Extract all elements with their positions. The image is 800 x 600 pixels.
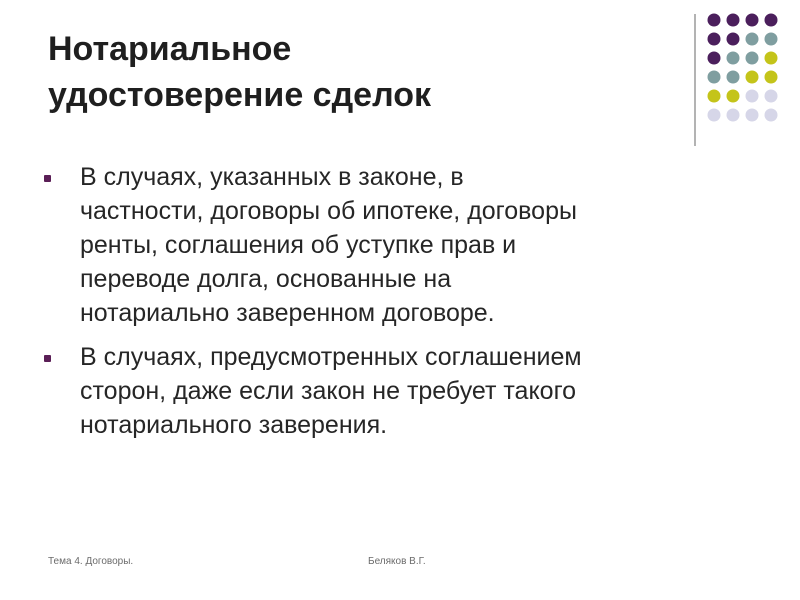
- bullet-line: частности, договоры об ипотеке, договоры: [80, 197, 577, 225]
- bullet-text: [80, 160, 764, 330]
- lavender-dot: [746, 109, 759, 122]
- purple-dot: [708, 33, 721, 46]
- olive-dot: [727, 90, 740, 103]
- olive-dot: [765, 52, 778, 65]
- bullet-text: [80, 340, 764, 442]
- footer-topic: Тема 4. Договоры.: [48, 556, 134, 567]
- bullet-line: ренты, соглашения об уступке прав и: [80, 231, 517, 259]
- slide-title: [48, 26, 648, 118]
- bullet-square-icon: [44, 355, 51, 362]
- purple-dot: [727, 14, 740, 27]
- bullet-line: В случаях, указанных в законе, в: [80, 163, 464, 191]
- bullet-line: переводе долга, основанные на: [80, 265, 452, 293]
- teal-dot: [746, 33, 759, 46]
- footer-author: Беляков В.Г.: [368, 556, 426, 567]
- lavender-dot: [746, 90, 759, 103]
- olive-dot: [765, 71, 778, 84]
- bullet-square-icon: [44, 175, 51, 182]
- teal-dot: [727, 52, 740, 65]
- bullet-line: В случаях, предусмотренных соглашением: [80, 343, 582, 371]
- lavender-dot: [708, 109, 721, 122]
- vertical-divider: [694, 14, 696, 146]
- purple-dot: [727, 33, 740, 46]
- purple-dot: [746, 14, 759, 27]
- teal-dot: [765, 33, 778, 46]
- lavender-dot: [727, 109, 740, 122]
- bullet-line: сторон, даже если закон не требует такого: [80, 377, 577, 405]
- decorative-dot-grid: [706, 12, 786, 132]
- olive-dot: [746, 71, 759, 84]
- lavender-dot: [765, 90, 778, 103]
- teal-dot: [746, 52, 759, 65]
- bullet-line: нотариального заверения.: [80, 411, 388, 439]
- bullet-item: [44, 340, 764, 442]
- bullet-list: [44, 160, 764, 452]
- bullet-line: нотариально заверенном договоре.: [80, 299, 495, 327]
- title-line: удостоверение сделок: [48, 76, 432, 114]
- teal-dot: [727, 71, 740, 84]
- title-line: Нотариальное: [48, 30, 292, 68]
- purple-dot: [765, 14, 778, 27]
- teal-dot: [708, 71, 721, 84]
- lavender-dot: [765, 109, 778, 122]
- olive-dot: [708, 90, 721, 103]
- bullet-item: [44, 160, 764, 330]
- purple-dot: [708, 52, 721, 65]
- purple-dot: [708, 14, 721, 27]
